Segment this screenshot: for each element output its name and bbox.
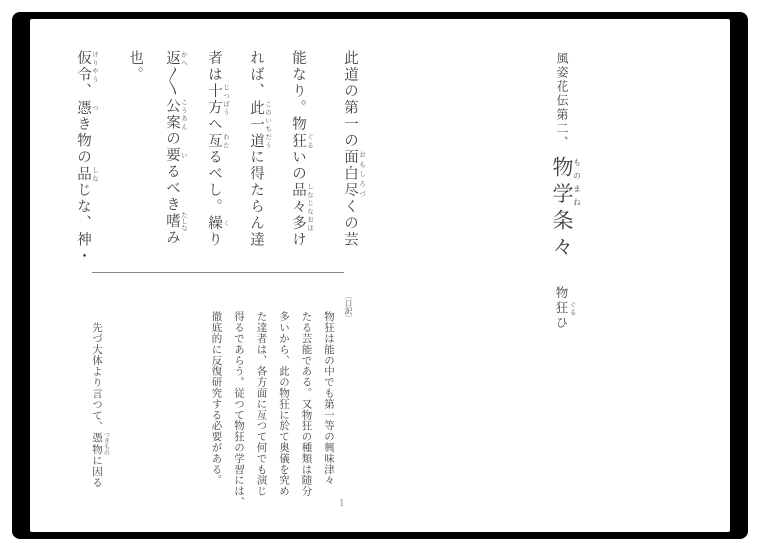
translation-column-1: 物狂は能の中でも第一等の興味津々 bbox=[323, 311, 335, 486]
translation-column-6: 徹底的に反復研究する必要がある。 bbox=[210, 311, 223, 486]
lead-next-column: 先づ大体より言つて、憑物 つきものに因る bbox=[91, 322, 110, 488]
translation-column-5: 得るであらう。従つて物狂の学習には、 bbox=[233, 311, 245, 508]
chapter-title: 物学ものまね条々 bbox=[550, 156, 582, 262]
text-column-1: 此道の第一の面白尽 おもしろづくの芸 bbox=[342, 50, 366, 248]
text-column-4: 者は十方 じつぱうへ亙 わたるべし。繰 くり bbox=[206, 50, 230, 248]
section-subtitle: 物狂 ぐるひ bbox=[554, 286, 577, 331]
text-column-6: 也。 bbox=[127, 50, 143, 83]
translation-column-3: 多いから、此の物狂に於て奥儀を究め bbox=[278, 311, 290, 497]
text-column-2: 能なり。物狂 ぐるいの品々 しなじな多 おほけ bbox=[290, 50, 314, 248]
series-title: 風姿花伝第二、 bbox=[555, 52, 569, 150]
book-frame bbox=[12, 12, 748, 539]
translation-column-2: たる芸能である。又物狂の種類は随分 bbox=[300, 311, 313, 497]
main-text-block bbox=[75, 50, 366, 302]
section-divider bbox=[92, 272, 344, 273]
text-column-7: 仮令 けりやう、憑 つき物の品 しなじな、神・ bbox=[75, 50, 99, 265]
text-column-5: 返 かへ〱公案 こうあんの要 いるべき嗜 たしなみ bbox=[164, 50, 188, 246]
translation-label: 〔口訳〕 bbox=[344, 292, 353, 322]
translation-column-4: た達者は、各方面に亙つて何でも演じ bbox=[255, 311, 268, 497]
text-column-3: れば、此一道 このいちだうに得たらん達 bbox=[248, 50, 272, 248]
book-page bbox=[30, 19, 730, 532]
translation-block bbox=[210, 292, 354, 520]
page-number: 1 bbox=[339, 499, 345, 509]
